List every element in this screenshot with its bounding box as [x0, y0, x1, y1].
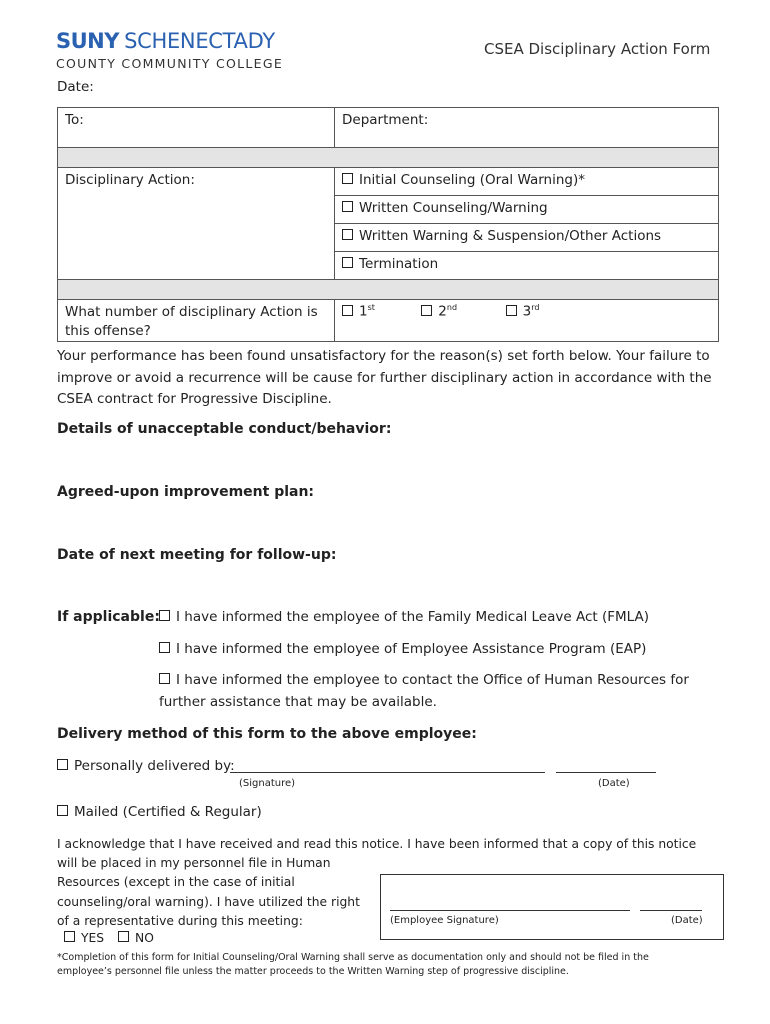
hr-label: I have informed the employee to contact the Office of Human Resources for — [176, 672, 689, 688]
checkbox[interactable] — [159, 610, 170, 621]
action-label: Written Warning & Suspension/Other Actions — [359, 228, 662, 244]
checkbox[interactable] — [159, 673, 170, 684]
action-label: Termination — [359, 256, 439, 272]
delivery-heading: Delivery method of this form to the above employee: — [57, 726, 477, 742]
employee-signature-line[interactable] — [390, 910, 630, 911]
to-cell[interactable] — [58, 108, 335, 148]
logo-schenectady: SCHENECTADY — [124, 29, 275, 53]
checkbox[interactable] — [57, 805, 68, 816]
logo — [56, 29, 275, 53]
offense-question: What number of disciplinary Action is this offense? — [65, 304, 318, 339]
date-line[interactable] — [556, 772, 656, 773]
checkbox[interactable] — [421, 305, 432, 316]
checkbox[interactable] — [342, 305, 353, 316]
plan-heading: Agreed-upon improvement plan: — [57, 484, 315, 500]
personal-option[interactable] — [57, 758, 235, 774]
employee-date-caption: (Date) — [671, 915, 703, 926]
action-option[interactable] — [335, 252, 719, 280]
checkbox[interactable] — [342, 201, 353, 212]
details-heading: Details of unacceptable conduct/behavior: — [57, 421, 392, 437]
department-label: Department: — [342, 112, 429, 128]
checkbox[interactable] — [118, 931, 129, 942]
offense-option-1[interactable]: 1st — [342, 303, 417, 320]
action-label: Initial Counseling (Oral Warning)* — [359, 172, 585, 188]
offense-question-cell — [58, 300, 335, 342]
checkbox[interactable] — [159, 642, 170, 653]
eap-label: I have informed the employee of Employee Assistance Program (EAP) — [176, 641, 647, 657]
action-label: Written Counseling/Warning — [359, 200, 548, 216]
disciplinary-action-label: Disciplinary Action: — [65, 172, 195, 188]
fmla-label: I have informed the employee of the Family Medical Leave Act (FMLA) — [176, 609, 649, 625]
intro-paragraph: Your performance has been found unsatisfactory for the reason(s) set forth below. Your failure to improve or avoid a recurrence will be cause for further disciplinary action in accordance with the CSEA contract for Progressive Discipline. — [57, 348, 712, 407]
logo-subtitle: COUNTY COMMUNITY COLLEGE — [56, 56, 284, 71]
date-label: Date: — [57, 79, 94, 95]
no-option[interactable]: NO — [118, 931, 154, 945]
logo-suny: SUNY — [56, 29, 119, 53]
fmla-option[interactable] — [159, 609, 649, 625]
checkbox[interactable] — [342, 229, 353, 240]
disciplinary-table — [57, 107, 719, 342]
employee-signature-caption: (Employee Signature) — [390, 915, 499, 926]
offense-option-2[interactable]: 2nd — [421, 303, 501, 320]
eap-option[interactable] — [159, 641, 646, 657]
action-option[interactable] — [335, 196, 719, 224]
separator-row — [58, 280, 719, 300]
signature-line[interactable] — [230, 772, 545, 773]
hr-option[interactable] — [159, 672, 689, 688]
personal-label: Personally delivered by: — [74, 758, 235, 774]
disciplinary-action-cell — [58, 168, 335, 280]
employee-signature-box — [380, 874, 724, 940]
next-meeting-heading: Date of next meeting for follow-up: — [57, 547, 337, 563]
form-title: CSEA Disciplinary Action Form — [484, 40, 711, 58]
signature-caption: (Signature) — [239, 778, 296, 789]
mailed-label: Mailed (Certified & Regular) — [74, 804, 262, 820]
footnote: *Completion of this form for Initial Counseling/Oral Warning shall serve as documentation only and should not be filed in the employee’s personnel file unless the matter proceeds to the Written Warning step of progressive discipline. — [57, 952, 649, 977]
checkbox[interactable] — [342, 173, 353, 184]
if-applicable-label: If applicable: — [57, 609, 160, 625]
department-cell[interactable] — [335, 108, 719, 148]
separator-row — [58, 148, 719, 168]
mailed-option[interactable] — [57, 804, 262, 820]
offense-option-3[interactable]: 3rd — [506, 303, 540, 320]
hr-label-cont: further assistance that may be available. — [159, 694, 437, 710]
offense-options-cell — [335, 300, 719, 342]
checkbox[interactable] — [342, 257, 353, 268]
action-option[interactable] — [335, 168, 719, 196]
yes-option[interactable]: YES — [64, 931, 104, 945]
to-label: To: — [65, 112, 84, 128]
acknowledge-text: I acknowledge that I have received and read this notice. I have been informed that a copy of this notice will be placed in my personnel file in Human Resources (except in the case of initial counseling/oral warning). I have utilized the right of a representative during this meeting: — [57, 837, 697, 928]
checkbox[interactable] — [57, 759, 68, 770]
action-option[interactable] — [335, 224, 719, 252]
representative-options — [64, 931, 154, 945]
employee-date-line[interactable] — [640, 910, 702, 911]
date-caption: (Date) — [598, 778, 630, 789]
checkbox[interactable] — [64, 931, 75, 942]
checkbox[interactable] — [506, 305, 517, 316]
